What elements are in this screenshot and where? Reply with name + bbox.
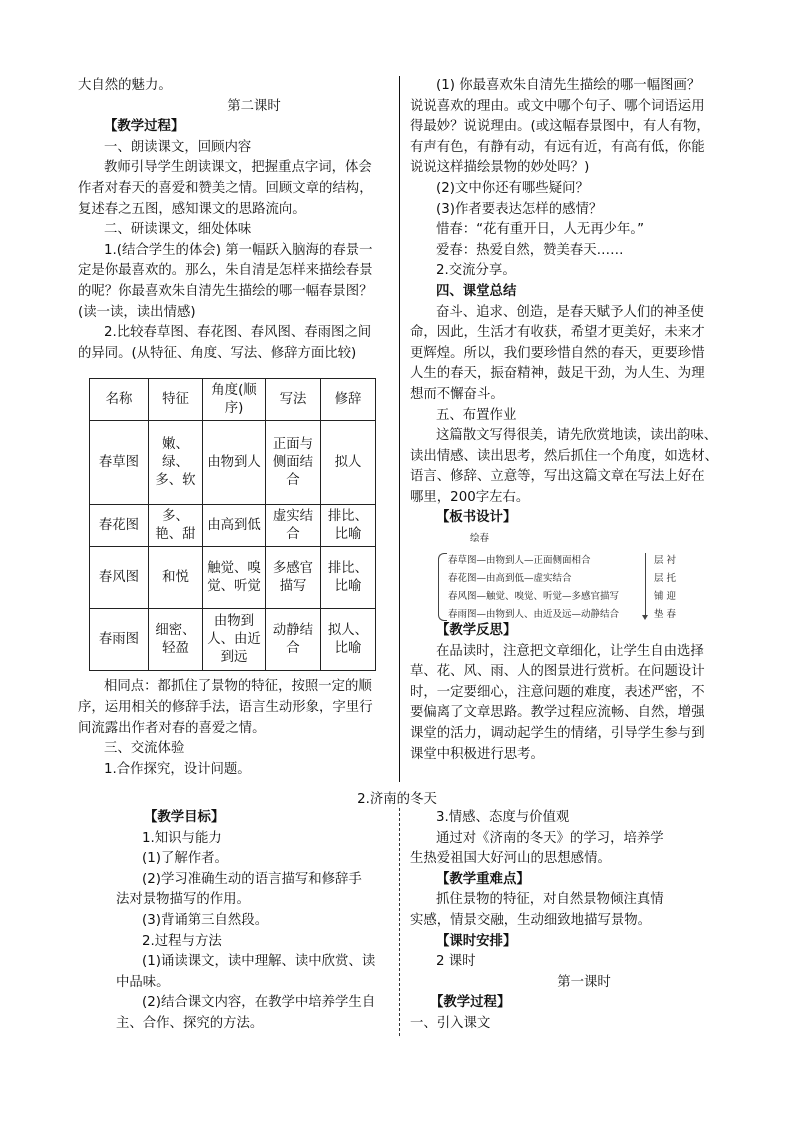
table-cell: 拟人 — [321, 421, 376, 505]
table-cell: 触觉、嗅觉、听觉 — [203, 547, 266, 609]
table-row — [90, 609, 376, 671]
column-divider-top — [399, 76, 400, 782]
text-line: 想而不懈奋斗。 — [410, 386, 504, 402]
table-cell: 细密、轻盈 — [149, 609, 203, 671]
text-line: 在品读时，注意把文章细化，让学生自由选择 — [436, 643, 704, 659]
table-header-cell: 名称 — [90, 379, 149, 421]
text-line: 通过对《济南的冬天》的学习，培养学 — [436, 830, 664, 846]
text-line: 要偏离了文章思路。教学过程应流畅、自然，增强 — [410, 705, 705, 721]
text-line: 说说这样描绘景物的妙处吗？) — [410, 160, 590, 176]
section-heading: 【课时安排】 — [436, 933, 517, 949]
table-cell: 多感官描写 — [266, 547, 321, 609]
board-right-label: 层 托 — [654, 573, 677, 585]
brace-icon — [438, 553, 447, 621]
text-line: 这篇散文写得很美，请先欣赏地读，读出韵味、 — [436, 428, 718, 444]
board-right-label: 铺 迎 — [654, 591, 677, 603]
table-cell: 春雨图 — [90, 609, 149, 671]
section-heading: 第一课时 — [557, 974, 611, 990]
table-cell: 多、艳、甜 — [149, 505, 203, 547]
text-line: 时，一定要细心，注意问题的难度，表述严密，不 — [410, 684, 705, 700]
text-line: (2)学习准确生动的语言描写和修辞手 — [142, 871, 362, 887]
right-column-top — [410, 76, 728, 765]
text-line: 课堂中积极进行思考。 — [410, 746, 544, 762]
text-line: 中品味。 — [116, 974, 170, 990]
table-cell: 春风图 — [90, 547, 149, 609]
text-line: (3)背诵第三自然段。 — [142, 912, 269, 928]
board-row: 春花图—由高到低—虚实结合 — [448, 573, 572, 585]
table-cell: 由高到低 — [203, 505, 266, 547]
text-line: 哪里，200字左右。 — [410, 489, 530, 505]
right-column-bottom — [410, 808, 728, 1035]
text-line: 课堂的活力，调动起学生的情绪，引导学生参与到 — [410, 726, 705, 742]
table-cell: 由物到人、由近到远 — [203, 609, 266, 671]
table-row — [90, 421, 376, 505]
section-heading: 【教学反思】 — [436, 623, 517, 639]
section-heading: 【教学目标】 — [144, 810, 225, 825]
comparison-table — [89, 378, 376, 671]
left-column-top — [78, 76, 390, 780]
text-line: 抓住景物的特征，对自然景物倾注真情 — [436, 892, 664, 908]
text-line: 1.(结合学生的体会) 第一幅跃入脑海的春景一 — [104, 242, 373, 258]
subheading: 一、引入课文 — [410, 1015, 491, 1031]
board-right-label: 层 衬 — [654, 555, 677, 567]
text-line: 草、花、风、雨、人的图景进行赏析。在问题设计 — [410, 664, 705, 680]
text-line: 生热爱祖国大好河山的思想感情。 — [410, 851, 611, 867]
table-cell: 嫩、绿、多、软 — [149, 421, 203, 505]
blackboard-design-diagram — [430, 529, 680, 621]
text-line: 得最妙？说说理由。(或这幅春景图中，有人有物， — [410, 119, 710, 135]
subheading: 一、朗读课文，回顾内容 — [104, 139, 252, 155]
text-line: 奋斗、追求、创造，是春天赋予人们的神圣使 — [436, 304, 704, 320]
chapter-title: 2.济南的冬天 — [357, 792, 437, 807]
text-line: 间流露出作者对春的喜爱之情。 — [78, 720, 266, 736]
column-divider-bottom — [399, 808, 400, 1036]
section-heading: 【板书设计】 — [436, 510, 517, 526]
text-line: 2.比较春草图、春花图、春风图、春雨图之间 — [104, 325, 372, 341]
table-cell: 和悦 — [149, 547, 203, 609]
text-line: 教师引导学生朗读课文，把握重点字词，体会 — [104, 160, 372, 176]
text-line: 相同点：都抓住了景物的特征，按照一定的顺 — [104, 679, 372, 695]
table-header-cell: 角度(顺序) — [203, 379, 266, 421]
table-row — [90, 547, 376, 609]
text-line: 作者对春天的喜爱和赞美之情。回顾文章的结构， — [78, 180, 373, 196]
text-line: 2 课时 — [436, 954, 476, 970]
table-cell: 排比、比喻 — [321, 505, 376, 547]
board-row: 春雨图—由物到人、由近及远—动静结合 — [448, 609, 620, 621]
text-line: 序，运用相关的修辞手法，语言生动形象，字里行 — [78, 699, 373, 715]
text-line: (读一读，读出情感) — [78, 304, 196, 320]
table-cell: 正面与侧面结合 — [266, 421, 321, 505]
text-line: 命，因此，生活才有收获，希望才更美好，未来才 — [410, 325, 705, 341]
subheading: 3.情感、态度与价值观 — [436, 810, 570, 825]
text-line: 实感，情景交融，生动细致地描写景物。 — [410, 912, 652, 928]
table-header-cell: 写法 — [266, 379, 321, 421]
section-heading: 第二课时 — [227, 98, 281, 114]
subheading: 1.知识与能力 — [142, 830, 222, 846]
table-header-cell: 修辞 — [321, 379, 376, 421]
text-line: 更辉煌。所以，我们要珍惜自然的春天，更要珍惜 — [410, 345, 705, 361]
text-line: 主、合作、探究的方法。 — [116, 1015, 264, 1031]
text-line: 的异同。(从特征、角度、写法、修辞方面比较) — [78, 345, 357, 361]
text-line: (2)文中你还有哪些疑问？ — [436, 180, 589, 196]
text-line: 2.交流分享。 — [436, 263, 516, 279]
text-line: 复述春之五图，感知课文的思路流向。 — [78, 201, 306, 217]
text-line: 说说喜欢的理由。或文中哪个句子、哪个词语运用 — [410, 98, 705, 114]
text-line: (2)结合课文内容，在教学中培养学生自 — [142, 995, 376, 1011]
text-line: 读出情感、读出思考，然后抓住一个角度，如选材、 — [410, 448, 718, 464]
text-line: 的呢？你最喜欢朱自清先生描绘的哪一幅春景图？ — [78, 283, 373, 299]
board-title: 绘春 — [470, 533, 490, 545]
text-line: 有声有色，有静有动，有远有近，有高有低，你能 — [410, 139, 705, 155]
subheading: 五、布置作业 — [436, 407, 517, 423]
arrowhead-icon — [642, 615, 648, 620]
table-cell: 拟人、比喻 — [321, 609, 376, 671]
text-line: 语言、修辞、立意等，写出这篇文章在写法上好在 — [410, 469, 705, 485]
subheading: 二、研读课文，细处体味 — [104, 222, 252, 238]
table-row — [90, 505, 376, 547]
text-line: (1) 你最喜欢朱自清先生描绘的哪一幅图画？ — [436, 78, 701, 93]
table-cell: 由物到人 — [203, 421, 266, 505]
table-cell: 春花图 — [90, 505, 149, 547]
subheading: 四、课堂总结 — [436, 283, 517, 299]
left-column-bottom — [116, 808, 396, 1035]
text-line: 爱春：热爱自然，赞美春天…… — [436, 242, 624, 258]
section-heading: 【教学过程】 — [430, 995, 511, 1011]
section-heading: 【教学过程】 — [104, 119, 185, 135]
section-heading: 【教学重难点】 — [436, 871, 530, 887]
board-row: 春风图—触觉、嗅觉、听觉—多感官描写 — [448, 591, 620, 603]
table-cell: 春草图 — [90, 421, 149, 505]
text-line: 人生的春天，振奋精神，鼓足干劲，为人生、为理 — [410, 366, 705, 382]
table-cell: 排比、比喻 — [321, 547, 376, 609]
text-line: 惜春：“花有重开日，人无再少年。” — [436, 222, 645, 238]
text-line: (1)诵读课文，读中理解、读中欣赏、读 — [142, 954, 376, 970]
text-line: 法对景物描写的作用。 — [116, 892, 250, 908]
text-line: 大自然的魅力。 — [78, 78, 172, 93]
subheading: 2.过程与方法 — [142, 933, 222, 949]
text-line: (1)了解作者。 — [142, 851, 228, 867]
text-line: (3)作者要表达怎样的感情？ — [436, 201, 603, 217]
table-cell: 虚实结合 — [266, 505, 321, 547]
board-right-label: 垫 春 — [654, 609, 677, 621]
subheading: 三、交流体验 — [104, 741, 185, 757]
text-line: 定是你最喜欢的。那么，朱自清是怎样来描绘春景 — [78, 263, 373, 279]
table-header-cell: 特征 — [149, 379, 203, 421]
text-line: 1.合作探究，设计问题。 — [104, 761, 251, 777]
table-header-row — [90, 379, 376, 421]
arrow-down-icon — [645, 553, 646, 617]
table-cell: 动静结合 — [266, 609, 321, 671]
board-row: 春草图—由物到人—正面侧面相合 — [448, 555, 591, 567]
